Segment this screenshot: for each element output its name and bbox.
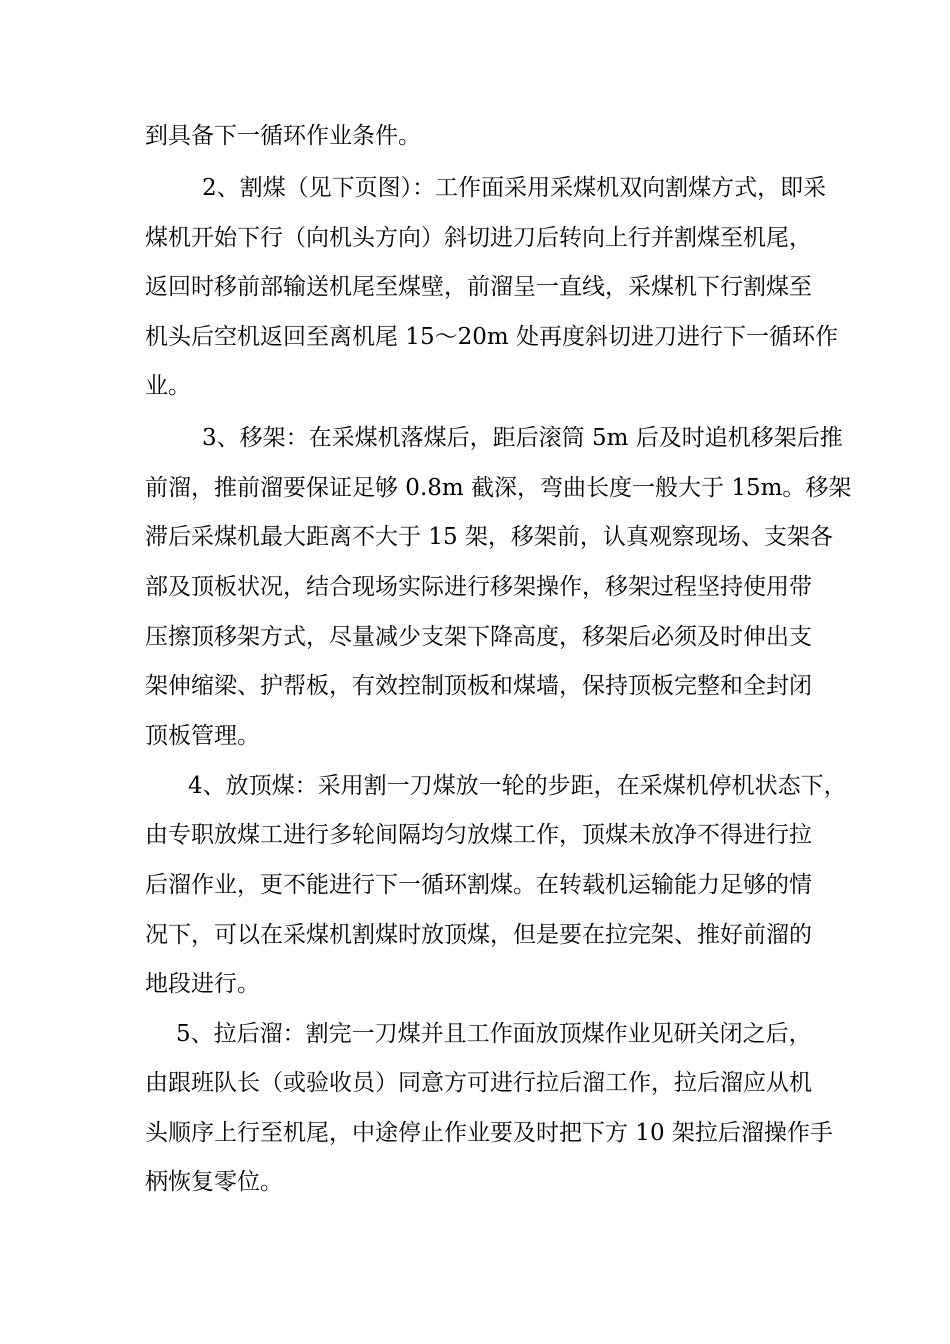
text-line: 由专职放煤工进行多轮间隔均匀放煤工作，顶煤未放净不得进行拉 <box>145 822 812 848</box>
text-line: 后溜作业，更不能进行下一循环割煤。在转载机运输能力足够的情 <box>145 872 812 898</box>
text-line: 部及顶板状况，结合现场实际进行移架操作，移架过程坚持使用带 <box>145 574 812 600</box>
text-line: 到具备下一循环作业条件。 <box>145 123 421 149</box>
text-line: 顶板管理。 <box>145 723 260 749</box>
text-line: 3、移架：在采煤机落煤后，距后滚筒 5m 后及时追机移架后推 <box>202 425 843 451</box>
text-line: 5、拉后溜：割完一刀煤并且工作面放顶煤作业见研关闭之后， <box>176 1021 812 1047</box>
text-line: 滞后采煤机最大距离不大于 15 架，移架前，认真观察现场、支架各 <box>145 524 833 550</box>
text-line: 压擦顶移架方式，尽量减少支架下降高度，移架后必须及时伸出支 <box>145 624 812 650</box>
text-line: 地段进行。 <box>145 971 260 997</box>
text-line: 煤机开始下行（向机头方向）斜切进刀后转向上行并割煤至机尾， <box>145 225 812 251</box>
text-line: 由跟班队长（或验收员）同意方可进行拉后溜工作，拉后溜应从机 <box>145 1070 812 1096</box>
text-line: 4、放顶煤：采用割一刀煤放一轮的步距，在采煤机停机状态下， <box>188 773 847 799</box>
text-line: 前溜，推前溜要保证足够 0.8m 截深，弯曲长度一般大于 15m。移架 <box>145 475 852 501</box>
text-line: 机头后空机返回至离机尾 15～20m 处再度斜切进刀进行下一循环作 <box>145 324 838 350</box>
text-line: 业。 <box>145 373 191 399</box>
text-line: 况下，可以在采煤机割煤时放顶煤，但是要在拉完架、推好前溜的 <box>145 922 812 948</box>
text-line: 返回时移前部输送机尾至煤壁，前溜呈一直线，采煤机下行割煤至 <box>145 274 812 300</box>
text-line: 架伸缩梁、护帮板，有效控制顶板和煤墙，保持顶板完整和全封闭 <box>145 673 812 699</box>
text-line: 柄恢复零位。 <box>145 1169 283 1195</box>
text-line: 2、割煤（见下页图）：工作面采用采煤机双向割煤方式，即采 <box>202 175 827 201</box>
text-line: 头顺序上行至机尾，中途停止作业要及时把下方 10 架拉后溜操作手 <box>145 1120 833 1146</box>
